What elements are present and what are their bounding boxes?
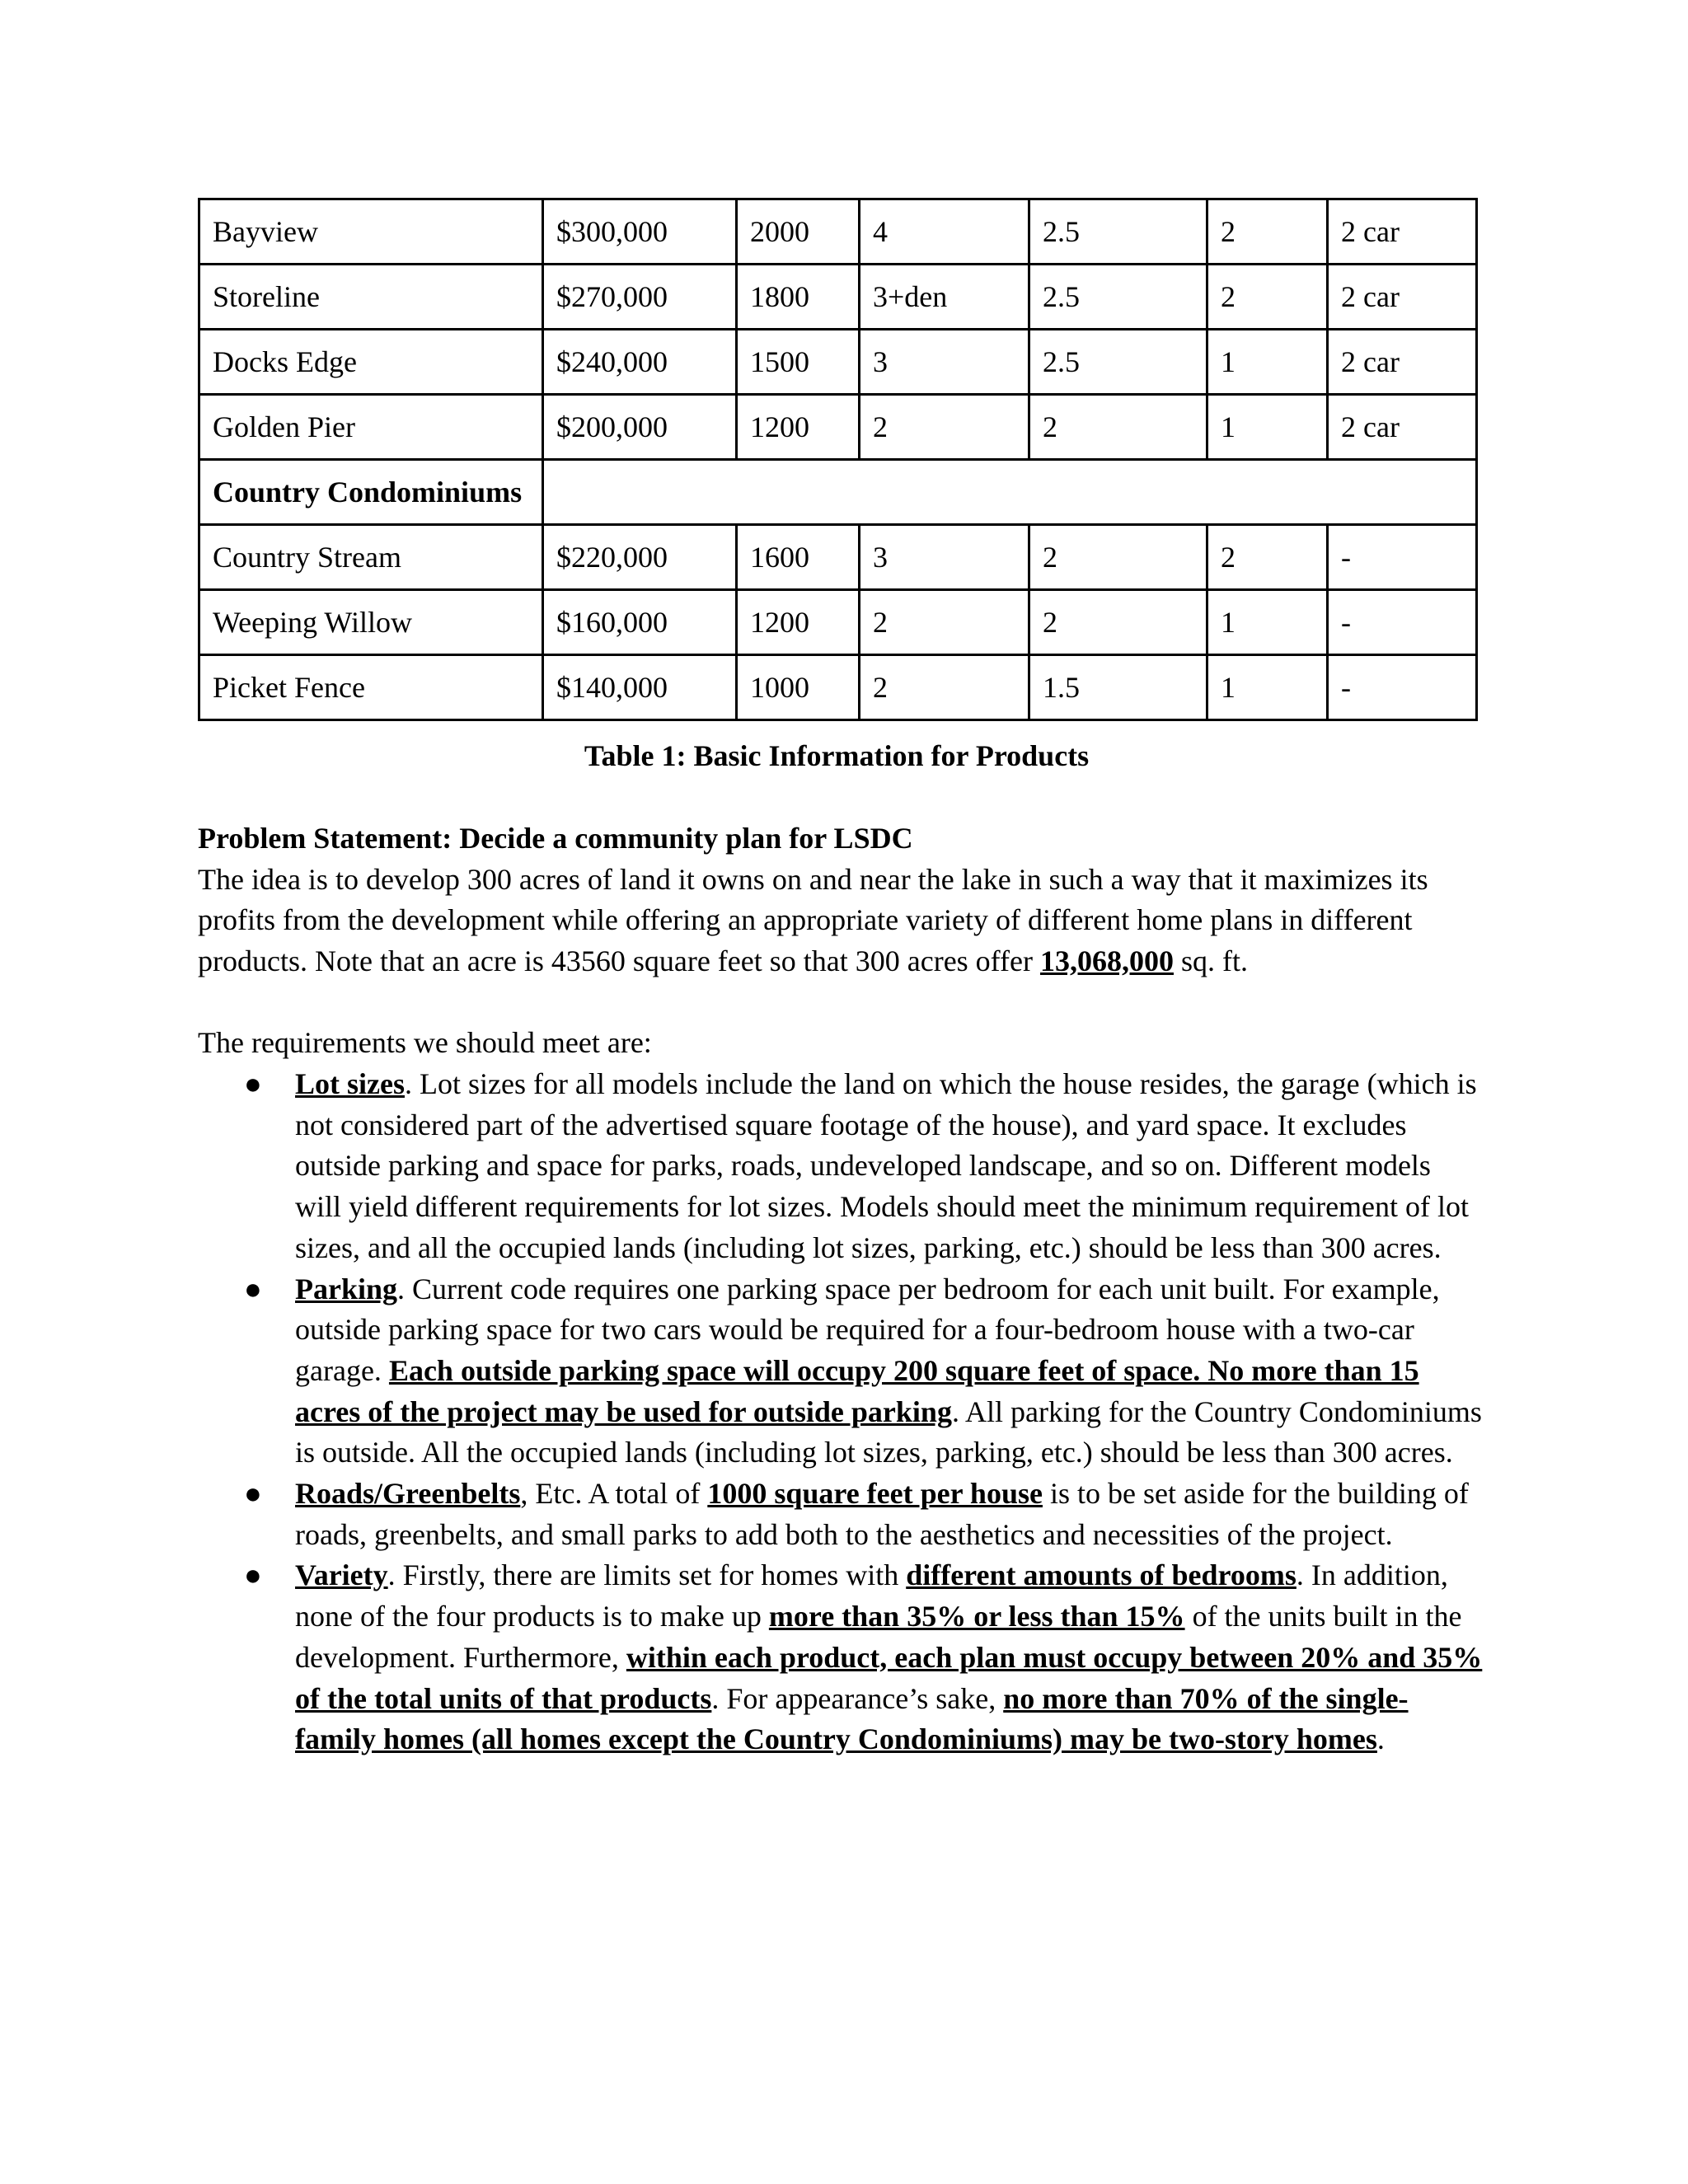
table-cell: 1200: [737, 395, 860, 460]
requirement-emphasis: different amounts of bedrooms: [906, 1558, 1296, 1592]
table-row: [199, 590, 1477, 655]
table-group-label: Country Condominiums: [199, 460, 543, 525]
requirement-text: . For appearance’s sake,: [711, 1681, 1004, 1715]
list-item: [198, 1555, 1484, 1760]
table-cell: Country Stream: [199, 525, 543, 590]
problem-text: The idea is to develop 300 acres of land it owns on and near the lake in such a way that it maximizes its profits from the development while offering an appropriate variety of different home plans in different products. Note that an acre is 43560 square feet so that 300 acres offer: [198, 862, 1428, 978]
bullet-icon: ●: [244, 1272, 262, 1305]
table-cell: Bayview: [199, 199, 543, 265]
table-row: [199, 655, 1477, 720]
table-cell: 1: [1207, 655, 1328, 720]
table-cell: $220,000: [543, 525, 737, 590]
table-cell: 3: [860, 330, 1029, 395]
table-row: [199, 525, 1477, 590]
table-row: [199, 395, 1477, 460]
requirement-title: Roads/Greenbelts: [295, 1477, 521, 1511]
table-cell: $160,000: [543, 590, 737, 655]
list-item: [198, 1474, 1484, 1555]
table-cell: 2: [1207, 265, 1328, 330]
table-cell: 1: [1207, 590, 1328, 655]
table-cell: 2000: [737, 199, 860, 265]
table-cell: 2.5: [1029, 265, 1207, 330]
table-cell: 1: [1207, 395, 1328, 460]
requirement-title: Lot sizes: [295, 1067, 405, 1100]
requirement-emphasis: within each product, each plan must occupy between 20% and 35% of the total units of that products: [295, 1640, 1483, 1715]
requirement-emphasis: no more than 70% of the single-family homes (all homes except the Country Condominiums) may be two-story homes: [295, 1681, 1409, 1756]
products-table: [198, 198, 1478, 721]
requirement-text: . Lot sizes for all models include the land on which the house resides, the garage (which is not considered part of the advertised square footage of the house), and yard space. It excludes outside parking and space for parks, roads, undeveloped landscape, and so on. Different models will yield different requirements for lot sizes. Models should meet the minimum requirement of lot sizes, and all the occupied lands (including lot sizes, parking, etc.) should be less than 300 acres.: [295, 1067, 1477, 1264]
table-cell: Storeline: [199, 265, 543, 330]
requirement-text: , Etc. A total of: [520, 1477, 708, 1511]
requirement-title: Parking: [295, 1272, 398, 1305]
table-cell: Golden Pier: [199, 395, 543, 460]
table-cell: 2: [1207, 525, 1328, 590]
table-cell: 2.5: [1029, 199, 1207, 265]
requirement-text: . Firstly, there are limits set for homes with: [387, 1558, 907, 1592]
table-caption: Table 1: Basic Information for Products: [584, 739, 1090, 772]
table-cell: 2 car: [1328, 199, 1477, 265]
table-cell: 2: [860, 395, 1029, 460]
table-cell: $140,000: [543, 655, 737, 720]
requirement-text: of the units built in the development. Furthermore,: [295, 1600, 1462, 1674]
table-cell: 1800: [737, 265, 860, 330]
problem-statement: [198, 818, 1484, 982]
table-cell: 1600: [737, 525, 860, 590]
requirement-emphasis: more than 35% or less than 15%: [768, 1600, 1185, 1633]
table-cell: 2 car: [1328, 395, 1477, 460]
table-cell: $300,000: [543, 199, 737, 265]
table-cell: 2.5: [1029, 330, 1207, 395]
requirements-list: [198, 1064, 1484, 1760]
list-item: [198, 1269, 1484, 1474]
table-cell: 3+den: [860, 265, 1029, 330]
table-cell: 2: [860, 655, 1029, 720]
problem-paragraph: [198, 860, 1484, 982]
table-cell: -: [1328, 525, 1477, 590]
table-row: [199, 265, 1477, 330]
table-cell: $270,000: [543, 265, 737, 330]
requirement-emphasis: Each outside parking space will occupy 200 square feet of space. No more than 15 acres of the project may be used for outside parking: [295, 1353, 1419, 1428]
problem-text-end: sq. ft.: [1173, 944, 1248, 978]
table-cell: Picket Fence: [199, 655, 543, 720]
table-group-row: [199, 460, 1477, 525]
table-cell: -: [1328, 655, 1477, 720]
table-cell: 2: [1207, 199, 1328, 265]
requirement-text: .: [1376, 1722, 1385, 1756]
table-cell: 1: [1207, 330, 1328, 395]
table-cell: 2: [1029, 525, 1207, 590]
table-cell: 2: [1029, 395, 1207, 460]
bullet-icon: ●: [244, 1558, 262, 1592]
table-cell: 2: [1029, 590, 1207, 655]
table-cell: $200,000: [543, 395, 737, 460]
problem-highlight: 13,068,000: [1039, 944, 1174, 978]
requirement-text: . In addition, none of the four products is to make up: [295, 1558, 1448, 1633]
table-cell: $240,000: [543, 330, 737, 395]
requirement-emphasis: 1000 square feet per house: [707, 1477, 1043, 1511]
table-cell: Weeping Willow: [199, 590, 543, 655]
problem-heading: Problem Statement: Decide a community plan for LSDC: [198, 822, 913, 855]
table-cell: 1500: [737, 330, 860, 395]
table-cell: 2: [860, 590, 1029, 655]
requirement-title: Variety: [295, 1558, 388, 1592]
requirement-text: is to be set aside for the building of roads, greenbelts, and small parks to add both to the aesthetics and necessities of the project.: [295, 1477, 1469, 1551]
table-cell: 1200: [737, 590, 860, 655]
list-item: [198, 1064, 1484, 1269]
table-cell: 4: [860, 199, 1029, 265]
table-cell: 1000: [737, 655, 860, 720]
table-cell: 1.5: [1029, 655, 1207, 720]
requirement-text: . Current code requires one parking space per bedroom for each unit built. For example, outside parking space for two cars would be required for a four-bedroom house with a two-car garage.: [295, 1272, 1440, 1387]
bullet-icon: ●: [244, 1477, 262, 1511]
table-cell: -: [1328, 590, 1477, 655]
table-cell: Docks Edge: [199, 330, 543, 395]
bullet-icon: ●: [244, 1067, 262, 1100]
requirements-intro: The requirements we should meet are:: [198, 1026, 652, 1059]
table-cell: 2 car: [1328, 265, 1477, 330]
table-cell: 2 car: [1328, 330, 1477, 395]
table-cell: 3: [860, 525, 1029, 590]
table-group-empty-cell: [543, 460, 1477, 525]
table-row: [199, 330, 1477, 395]
table-row: [199, 199, 1477, 265]
requirement-text: . All parking for the Country Condominiums is outside. All the occupied lands (including lot sizes, parking, etc.) should be less than 300 acres.: [295, 1394, 1482, 1469]
